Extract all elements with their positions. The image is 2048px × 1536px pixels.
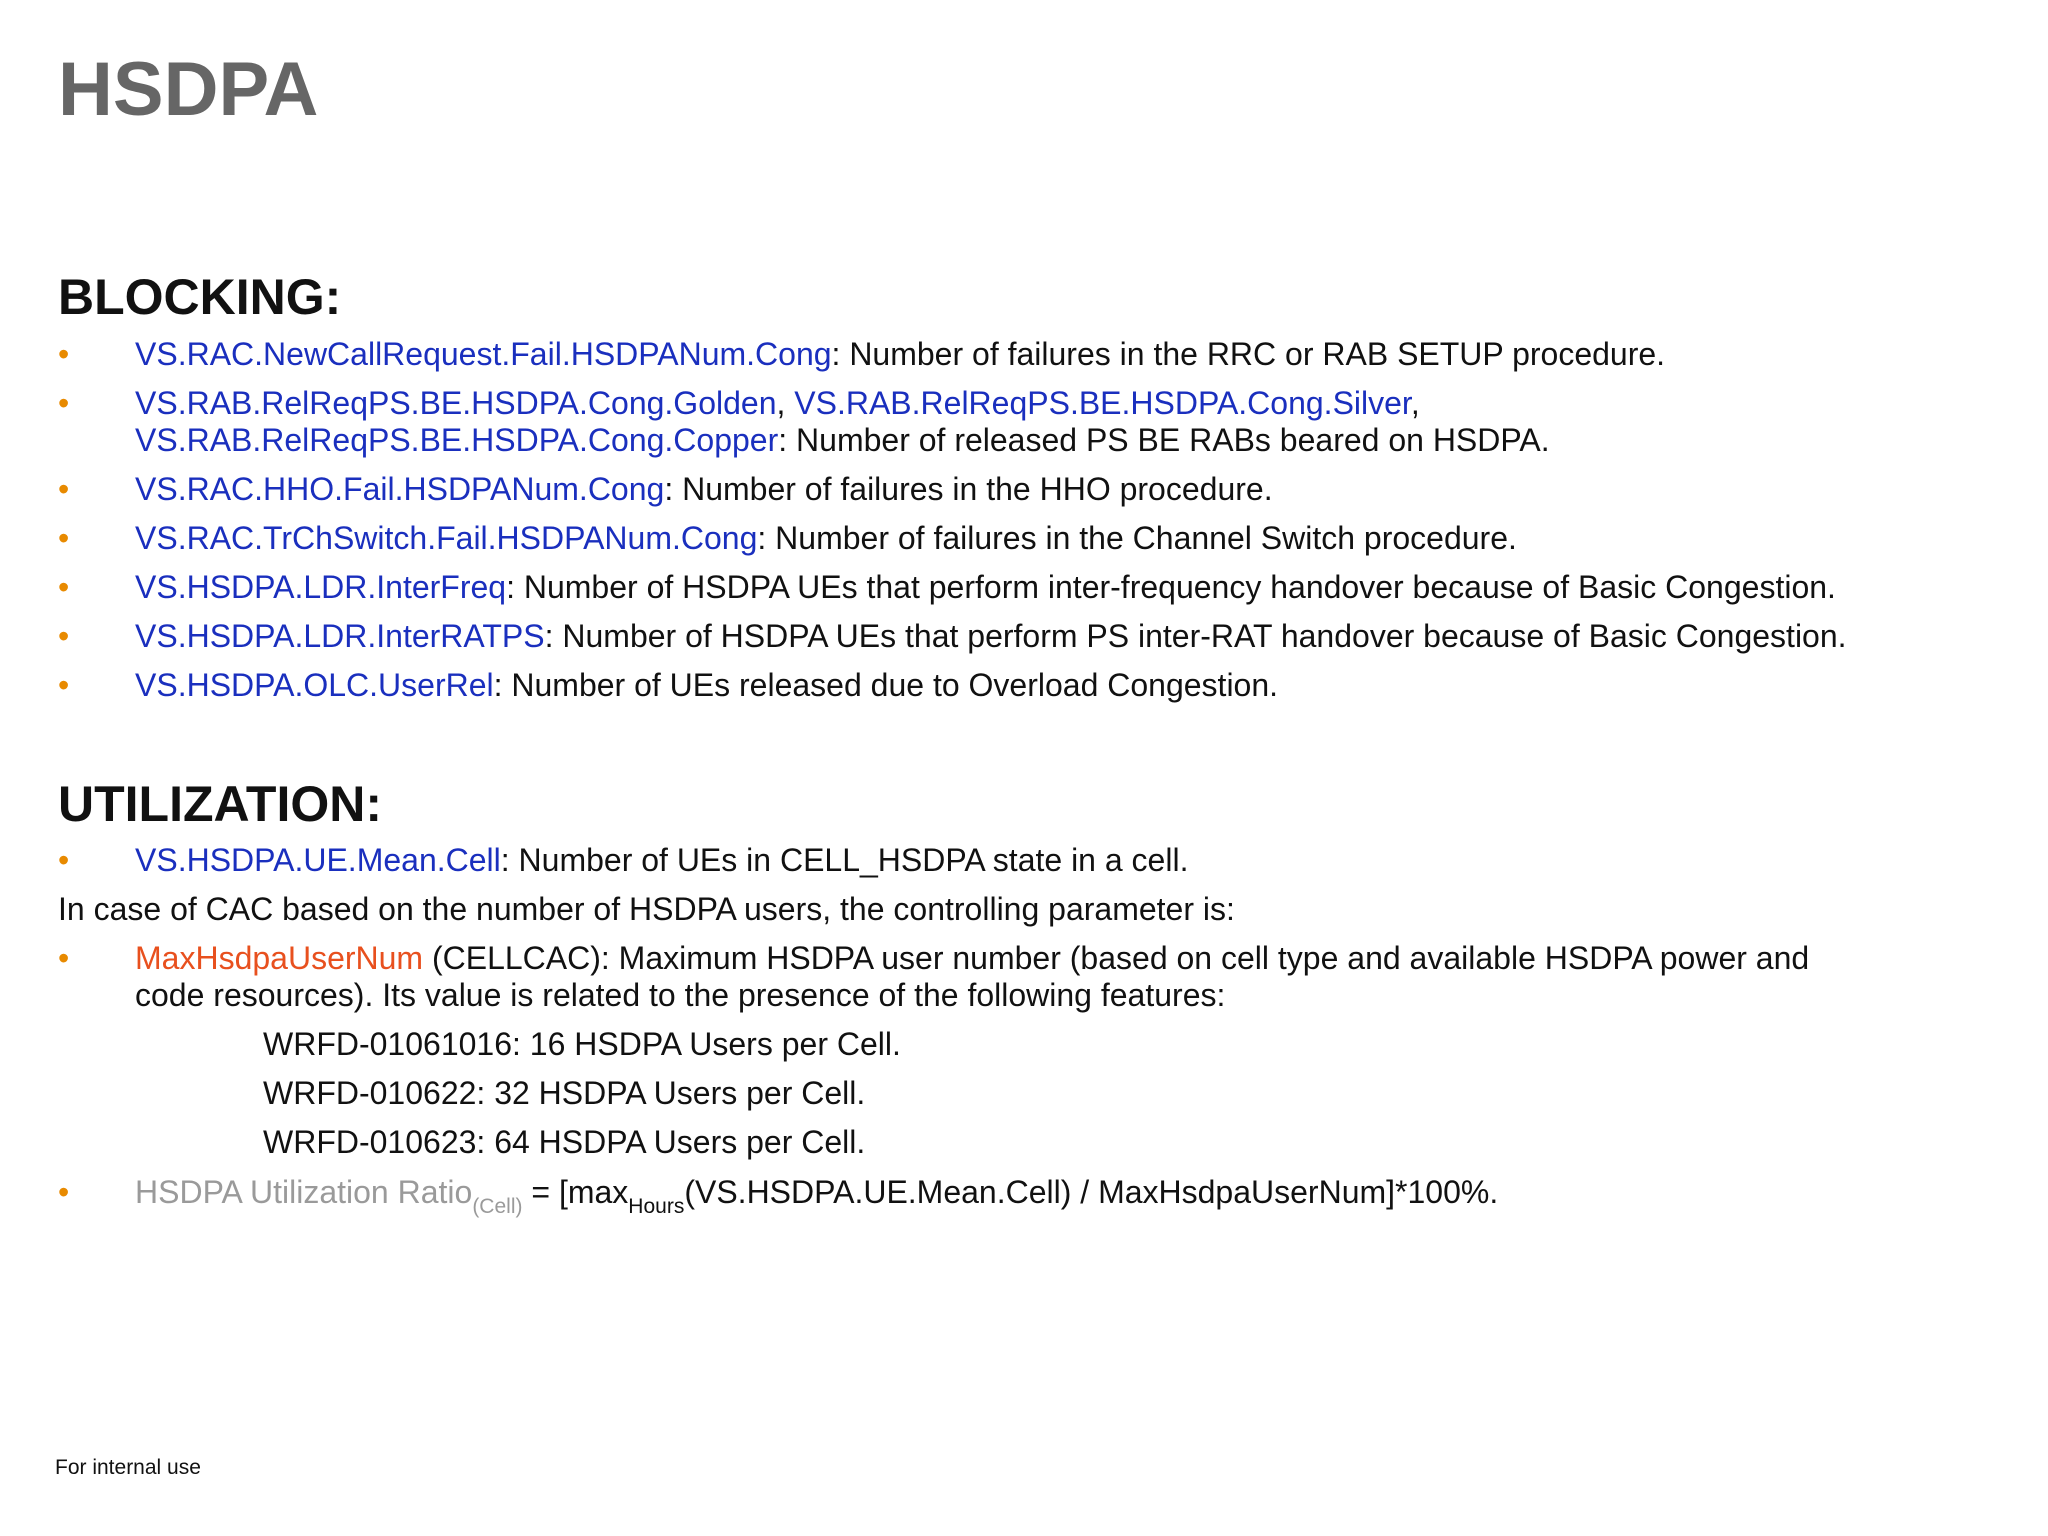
bullet-dot: • xyxy=(58,569,70,605)
blocking-item xyxy=(58,667,2018,704)
bullet-dot: • xyxy=(58,1174,70,1210)
parameter-description: (CELLCAC): Maximum HSDPA user number (based on cell type and available HSDPA power and xyxy=(423,940,1810,976)
blocking-item xyxy=(58,336,2018,373)
counter-description: : Number of HSDPA UEs that perform inter-frequency handover because of Basic Congestion. xyxy=(506,569,1836,605)
blocking-item xyxy=(58,385,2018,459)
feature-line: WRFD-010623: 64 HSDPA Users per Cell. xyxy=(263,1124,866,1160)
cac-text: In case of CAC based on the number of HSDPA users, the controlling parameter is: xyxy=(58,891,1235,927)
feature-line: WRFD-010622: 32 HSDPA Users per Cell. xyxy=(263,1075,866,1111)
counter-description: : Number of failures in the Channel Switch procedure. xyxy=(757,520,1517,556)
hours-subscript: Hours xyxy=(628,1195,685,1218)
bullet-dot: • xyxy=(58,667,70,703)
counter-description: : Number of UEs released due to Overload Congestion. xyxy=(493,667,1279,703)
separator: , xyxy=(1410,385,1420,421)
counter-name: VS.RAC.HHO.Fail.HSDPANum.Cong xyxy=(135,471,665,507)
slide-title: HSDPA xyxy=(58,47,319,132)
blocking-item xyxy=(58,618,2018,655)
separator: , xyxy=(776,385,795,421)
blocking-item xyxy=(58,569,2018,606)
parameter-line xyxy=(135,940,1809,977)
bullet-dot: • xyxy=(58,471,70,507)
counter-description: : Number of UEs in CELL_HSDPA state in a cell. xyxy=(500,842,1189,878)
counter-name: VS.HSDPA.LDR.InterFreq xyxy=(135,569,507,605)
parameter-name: MaxHsdpaUserNum xyxy=(135,940,424,976)
counter-name: VS.HSDPA.OLC.UserRel xyxy=(135,667,494,703)
counter-description: : Number of failures in the HHO procedure. xyxy=(664,471,1273,507)
bullet-dot: • xyxy=(58,520,70,556)
ratio-subscript: (Cell) xyxy=(472,1195,523,1218)
parameter-description-continued: code resources). Its value is related to the presence of the following features: xyxy=(135,977,1226,1013)
counter-name: VS.HSDPA.UE.Mean.Cell xyxy=(135,842,501,878)
ratio-label: HSDPA Utilization Ratio xyxy=(135,1174,473,1210)
blocking-list xyxy=(58,336,2018,716)
bullet-dot: • xyxy=(58,940,70,976)
feature-line: WRFD-01061016: 16 HSDPA Users per Cell. xyxy=(263,1026,901,1062)
counter-name: VS.HSDPA.LDR.InterRATPS xyxy=(135,618,545,654)
ratio-expression: (VS.HSDPA.UE.Mean.Cell) / MaxHsdpaUserNum]*100%. xyxy=(684,1174,1499,1210)
utilization-ratio-formula xyxy=(135,1174,1499,1218)
blocking-heading: BLOCKING: xyxy=(58,269,342,325)
bullet-dot: • xyxy=(58,842,70,878)
counter-name: VS.RAB.RelReqPS.BE.HSDPA.Cong.Silver xyxy=(794,385,1411,421)
bullet-dot: • xyxy=(58,385,70,421)
counter-name: VS.RAC.TrChSwitch.Fail.HSDPANum.Cong xyxy=(135,520,758,556)
counter-description: : Number of HSDPA UEs that perform PS inter-RAT handover because of Basic Congestion. xyxy=(544,618,1847,654)
counter-name: VS.RAB.RelReqPS.BE.HSDPA.Cong.Golden xyxy=(135,385,777,421)
bullet-dot: • xyxy=(58,618,70,654)
counter-description: : Number of released PS BE RABs beared on HSDPA. xyxy=(778,422,1550,458)
counter-name: VS.RAB.RelReqPS.BE.HSDPA.Cong.Copper xyxy=(135,422,779,458)
blocking-item xyxy=(58,471,2018,508)
ue-counter-line xyxy=(135,842,1188,879)
utilization-heading: UTILIZATION: xyxy=(58,776,382,832)
footer-label: For internal use xyxy=(55,1456,201,1479)
bullet-dot: • xyxy=(58,336,70,372)
counter-description: : Number of failures in the RRC or RAB SETUP procedure. xyxy=(831,336,1666,372)
counter-name: VS.RAC.NewCallRequest.Fail.HSDPANum.Cong xyxy=(135,336,832,372)
blocking-item xyxy=(58,520,2018,557)
ratio-equation: = [max xyxy=(522,1174,629,1210)
